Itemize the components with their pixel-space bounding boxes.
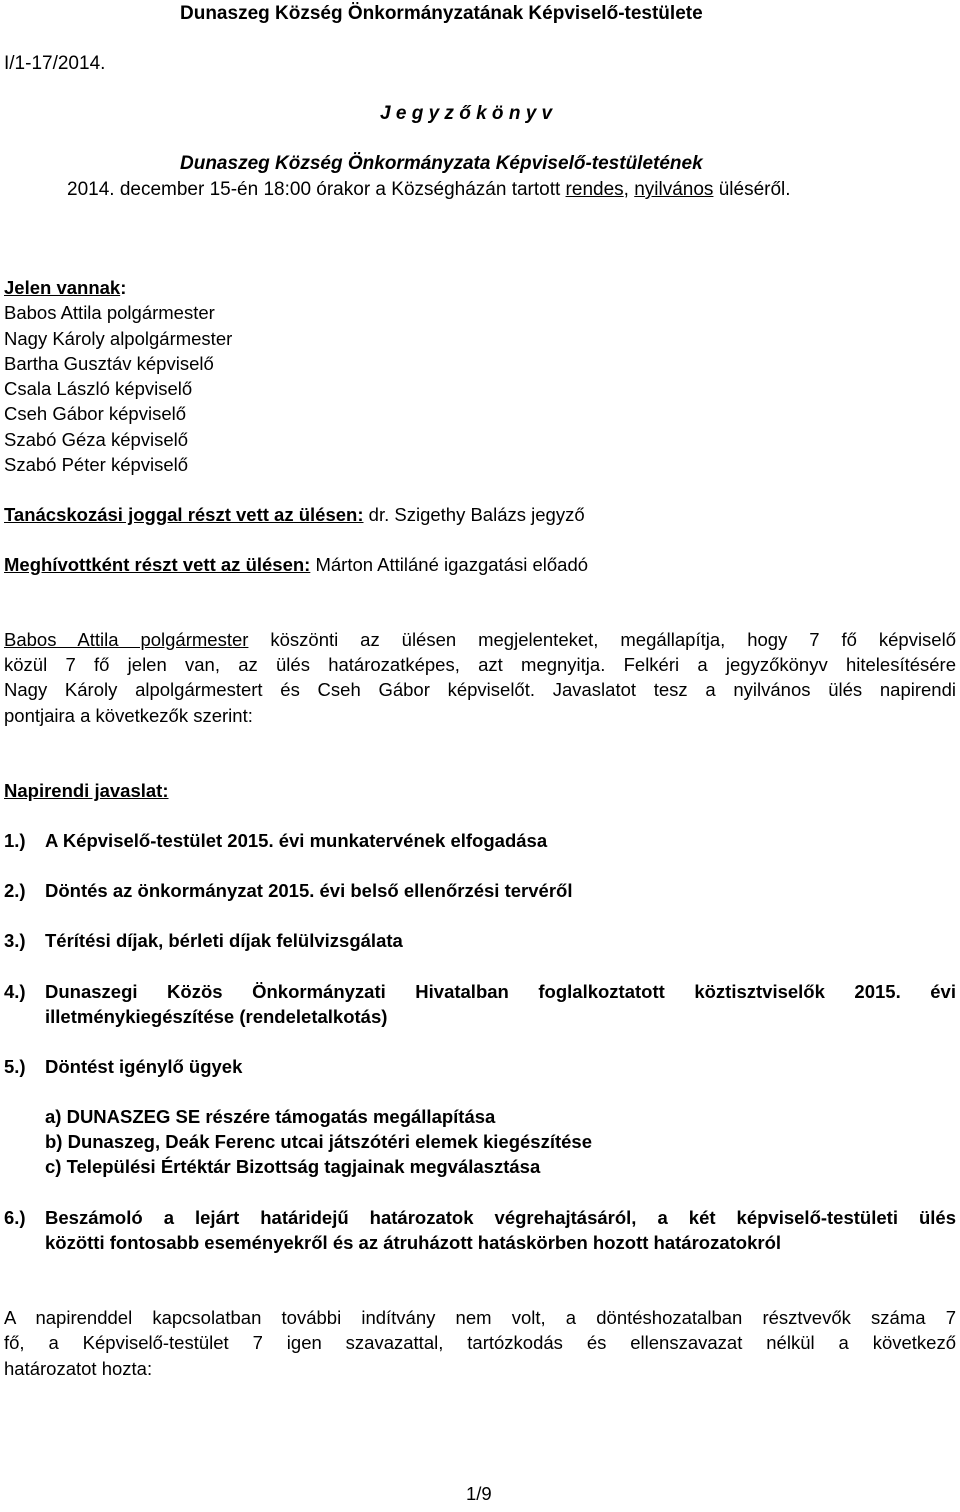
- member-item: Nagy Károly alpolgármester: [4, 328, 233, 349]
- invited-label: Meghívottként részt vett az ülésen:: [4, 554, 311, 575]
- invited-line: [4, 553, 588, 577]
- agenda-item: 2.) Döntés az önkormányzat 2015. évi belső ellenőrzési tervéről: [4, 880, 573, 901]
- agenda-subitem: b) Dunaszeg, Deák Ferenc utcai játszótéri elemek kiegészítése: [45, 1131, 593, 1152]
- intro-line-1: Babos Attila polgármester köszönti az ülésen megjelenteket, megállapítja, hogy 7 fő képviselő: [4, 629, 956, 650]
- agenda-item: 1.) A Képviselő-testület 2015. évi munkatervének elfogadása: [4, 830, 548, 851]
- present-heading: Jelen vannak:: [4, 277, 127, 298]
- intro-line-4: pontjaira a következők szerint:: [4, 705, 253, 726]
- agenda-subitem: c) Települési Értéktár Bizottság tagjainak megválasztása: [45, 1156, 541, 1177]
- advisory-label: Tanácskozási joggal részt vett az ülésen:: [4, 504, 364, 525]
- council-title: Dunaszeg Község Önkormányzatának Képviselő-testülete: [180, 3, 703, 24]
- subtitle-line-2: 2014. december 15-én 18:00 órakor a Községházán tartott rendes, nyilvános üléséről.: [67, 179, 791, 200]
- agenda-item: 4.) Dunaszegi Közös Önkormányzati Hivatalban foglalkoztatott köztisztviselők 2015. évi illetménykiegészítése (rendeletalkotás): [4, 981, 956, 1027]
- advisory-line: [4, 503, 585, 527]
- member-item: Bartha Gusztáv képviselő: [4, 353, 214, 374]
- agenda-item: 5.) Döntést igénylő ügyek: [4, 1056, 243, 1077]
- invited-value: Márton Attiláné igazgatási előadó: [310, 554, 589, 575]
- agenda-item: 3.) Térítési díjak, bérleti díjak felülvizsgálata: [4, 930, 403, 951]
- document-title: J e g y z ő k ö n y v: [380, 103, 553, 124]
- agenda-item: 6.) Beszámoló a lejárt határidejű határozatok végrehajtásáról, a két képviselő-testületi ülés közötti fontosabb eseményekről és az átruházott hatáskörben hozott határozatokról: [4, 1207, 956, 1253]
- closing-line-1: A napirenddel kapcsolatban további indítvány nem volt, a döntéshozatalban résztvevők száma 7: [4, 1307, 956, 1328]
- member-item: Cseh Gábor képviselő: [4, 403, 187, 424]
- session-type-regular: rendes: [565, 179, 624, 200]
- intro-line-2: közül 7 fő jelen van, az ülés határozatképes, azt megnyitja. Felkéri a jegyzőkönyv hitelesítésére: [4, 654, 956, 675]
- document-reference: I/1-17/2014.: [4, 53, 106, 74]
- member-item: Csala László képviselő: [4, 378, 193, 399]
- intro-line-3: Nagy Károly alpolgármestert és Cseh Gábor képviselőt. Javaslatot tesz a nyilvános ülés napirendi: [4, 679, 956, 700]
- member-item: Babos Attila polgármester: [4, 302, 215, 323]
- closing-line-2: fő, a Képviselő-testület 7 igen szavazattal, tartózkodás és ellenszavazat nélkül a következő: [4, 1332, 956, 1353]
- member-item: Szabó Géza képviselő: [4, 429, 189, 450]
- agenda-subitem: a) DUNASZEG SE részére támogatás megállapítása: [45, 1106, 496, 1127]
- agenda-heading: Napirendi javaslat:: [4, 780, 169, 801]
- advisory-value: dr. Szigethy Balázs jegyző: [363, 504, 585, 525]
- subtitle-line-1: Dunaszeg Község Önkormányzata Képviselő-testületének: [180, 153, 703, 174]
- closing-line-3: határozatot hozta:: [4, 1358, 153, 1379]
- page-number: 1/9: [466, 1483, 492, 1504]
- member-item: Szabó Péter képviselő: [4, 454, 189, 475]
- session-type-public: nyilvános: [634, 179, 714, 200]
